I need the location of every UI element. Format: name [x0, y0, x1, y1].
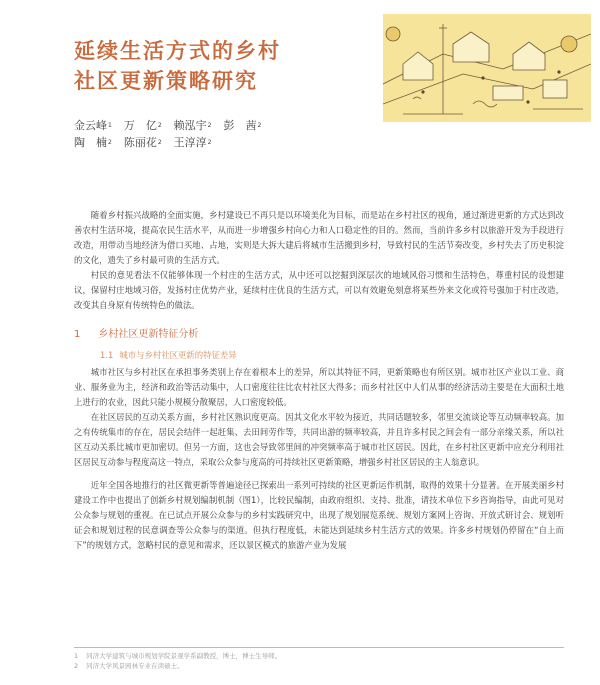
- article-body: [74, 208, 564, 553]
- author: 金云峰$^1$: [74, 119, 112, 132]
- body-paragraph-2: 在社区居民的互动关系方面，乡村社区熟识度更高。因其文化水平较为接近，共同话题较多，邻里交流谈论等互动频率较高。加之有传统集市的存在，居民会结伴一起赶集、去田间劳作等，共同出游的频率较高，并且许多村民之间会有一部分亲缘关系，所以社区互动关系比城市更加密切。但另一方面，这也会导致邻里间的冲突频率高于城市社区居民。因此，在乡村社区更新中应充分利用社区居民互动参与程度高这一特点，采取公众参与度高的可持续社区更新策略，增强乡村社区居民的主人翁意识。: [74, 412, 564, 467]
- abstract-paragraph-2: 村民的意见看法不仅能够体现一个村庄的生活方式，从中还可以挖掘到深层次的地域风俗习惯和生活特色，尊重村民的设想建议，保留村庄地域习俗，发扬村庄优势产业，延续村庄优良的生活方式，可以有效避免刻意将某些外来文化或符号强加于村庄改造，改变其自身原有传统特色的做法。: [74, 270, 564, 310]
- author-row-2: [74, 134, 261, 151]
- article-title-line2: 社区更新策略研究: [74, 69, 258, 93]
- footnote: 2 同济大学风景园林专业在读硕士。: [74, 662, 184, 670]
- author: 赖泓宇$^2$: [173, 119, 212, 132]
- body-paragraph-1: 城市社区与乡村社区在承担事务类别上存在着根本上的差异，所以其特征不同，更新策略也有所区别。城市社区产业以工业、商业、服务业为主，经济和政治等活动集中，人口密度往往比农村社区大得多；而乡村社区中人们从事的经济活动主要是在大面积土地上进行的农业，因此只能小规模分散聚居，人口密度较低。: [74, 367, 564, 407]
- body-paragraph-3: 近年全国各地推行的社区微更新等普遍途径已探索出一系列可持续的社区更新运作机制，取得的效果十分显著。在开展美丽乡村建设工作中也提出了创新乡村规划编制机制（图1），比较民编制，由政府组织、支持、批准，请技术单位下乡咨询指导，由此可见对公众参与规划的重视。在已试点开展公众参与的乡村实践研究中，出现了规划展览系统、规划方案网上咨询、开放式研讨会、规划听证会和规划过程的民意调查等公众参与的渠道。但执行程度低，未能达到延续乡村生活方式的效果。许多乡村规划仍停留在“自上而下”的规划方式，忽略村民的意见和需求，还以景区模式的旅游产业为发展: [74, 480, 564, 550]
- article-title-line1: 延续生活方式的乡村: [74, 39, 281, 63]
- subsection-heading: 1.1 城市与乡村社区更新的特征差异: [100, 350, 237, 360]
- footnote: 1 同济大学建筑与城市规划学院景观学系副教授，博士，博士生导师。: [74, 652, 282, 660]
- author: 彭 茜$^2$: [223, 119, 262, 132]
- abstract-paragraph-1: 随着乡村振兴战略的全面实施，乡村建设已不再只是以环境美化为目标，而是站在乡村社区的视角，通过渐进更新的方式达到改善农村生活环境，提高农民生活水平，从而进一步增强乡村向心力和人口稳定性的目的。然而，当前许多乡村以旅游开发为手段进行改造，用带动当地经济为借口买地、占地，实则是大拆大建后将城市生活搬到乡村，导致村民的生活节奏改变，乡村失去了历史积淀的文化，遗失了乡村最可贵的生活方式。: [74, 210, 564, 265]
- author: 陶 楠$^2$: [74, 136, 112, 149]
- footnotes: [74, 647, 564, 671]
- author: 万 亿$^2$: [123, 119, 162, 132]
- article-title: [74, 36, 281, 96]
- author: 王淳淳$^2$: [173, 136, 212, 149]
- section-heading: 1 乡村社区更新特征分析: [74, 329, 199, 340]
- author-list: [74, 117, 261, 151]
- author-row-1: [74, 117, 261, 134]
- author: 陈丽花$^2$: [123, 136, 162, 149]
- village-illustration: [383, 14, 591, 122]
